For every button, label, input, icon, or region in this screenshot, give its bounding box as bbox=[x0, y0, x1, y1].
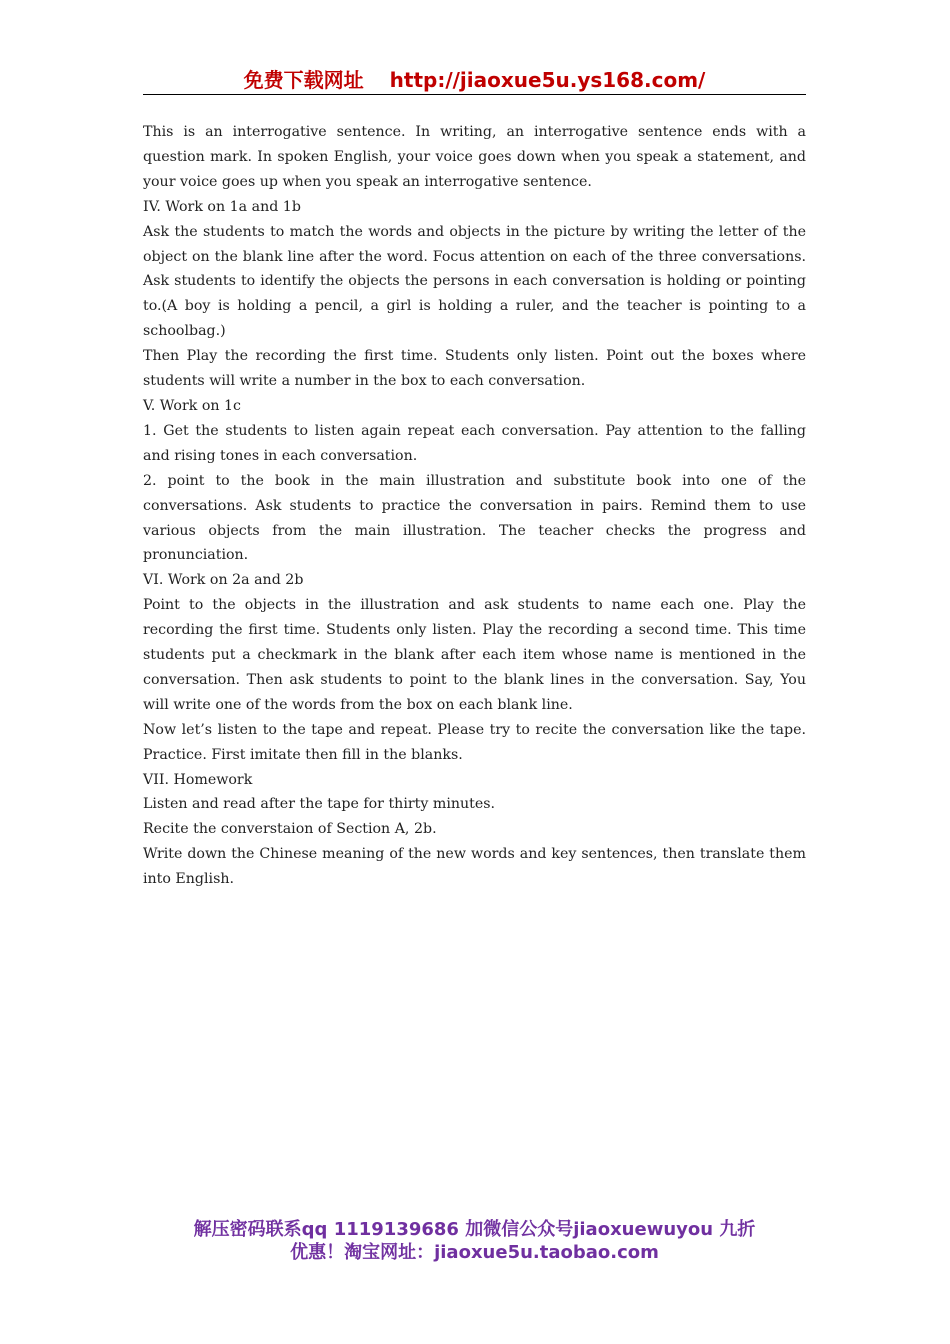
page-footer bbox=[143, 1218, 806, 1264]
paragraph: 2. point to the book in the main illustration and substitute book into one of the conversations. Ask students to practice the conversation in pairs. Remind them to use various objects from the main illustration. The teacher checks the progress and pronunciation. bbox=[143, 472, 806, 564]
paragraph: This is an interrogative sentence. In writing, an interrogative sentence ends with a question mark. In spoken English, your voice goes down when you speak a statement, and your voice goes up when you speak an interrogative sentence. bbox=[143, 124, 806, 190]
paragraph: Now let’s listen to the tape and repeat. Please try to recite the conversation like the tape. Practice. First imitate then fill in the blanks. bbox=[143, 721, 806, 763]
footer-line-1: 解压密码联系qq 1119139686 加微信公众号jiaoxuewuyou 九折 bbox=[193, 1219, 756, 1240]
document-body bbox=[143, 120, 806, 892]
section-heading: VII. Homework bbox=[143, 771, 253, 788]
page-header bbox=[143, 66, 806, 95]
section-heading: IV. Work on 1a and 1b bbox=[143, 198, 301, 215]
paragraph: Ask the students to match the words and objects in the picture by writing the letter of the object on the blank line after the word. Focus attention on each of the three conversations. Ask students to identify the objects the persons in each conversation is holding or pointing to.(A boy is holding a pencil, a girl is holding a ruler, and the teacher is pointing to a schoolbag.) bbox=[143, 223, 806, 340]
footer-line-2: 优惠！淘宝网址：jiaoxue5u.taobao.com bbox=[290, 1242, 659, 1263]
paragraph: Listen and read after the tape for thirty minutes. bbox=[143, 796, 496, 813]
section-heading: V. Work on 1c bbox=[143, 397, 241, 414]
paragraph: Then Play the recording the first time. Students only listen. Point out the boxes where students will write a number in the box to each conversation. bbox=[143, 348, 806, 390]
section-heading: VI. Work on 2a and 2b bbox=[143, 572, 304, 589]
header-url-link[interactable]: http://jiaoxue5u.ys168.com/ bbox=[389, 68, 706, 92]
header-label: 免费下载网址 bbox=[243, 68, 364, 92]
paragraph: Write down the Chinese meaning of the new words and key sentences, then translate them into English. bbox=[143, 846, 806, 888]
paragraph: Recite the converstaion of Section A, 2b. bbox=[143, 821, 437, 838]
paragraph: Point to the objects in the illustration and ask students to name each one. Play the recording the first time. Students only listen. Play the recording a second time. This time students put a checkmark in the blank after each item whose name is mentioned in the conversation. Then ask students to point to the blank lines in the conversation. Say, You will write one of the words from the box on each blank line. bbox=[143, 597, 806, 713]
paragraph: 1. Get the students to listen again repeat each conversation. Pay attention to the falling and rising tones in each conversation. bbox=[143, 422, 806, 464]
